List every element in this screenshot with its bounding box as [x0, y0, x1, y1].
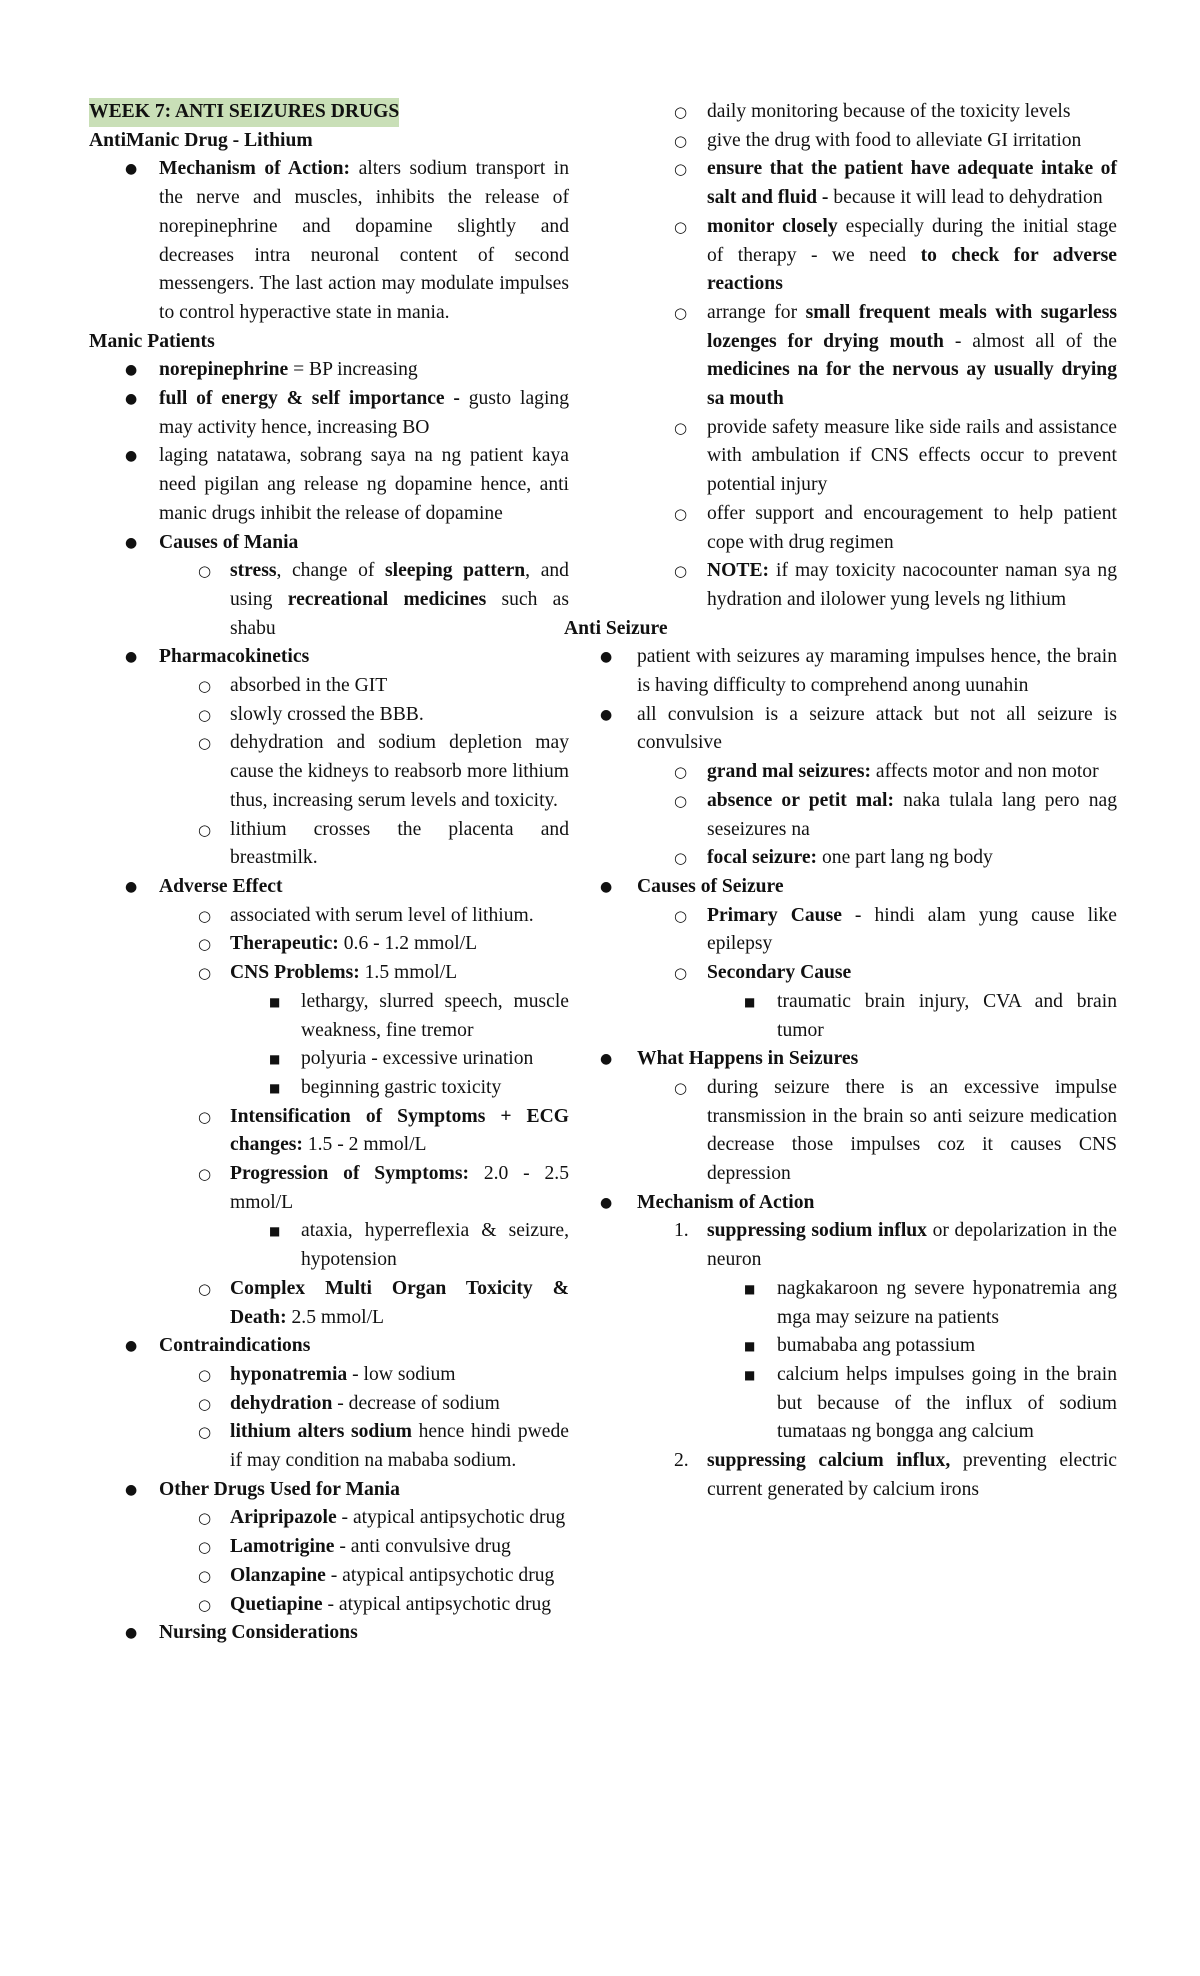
list-item: 1. suppressing sodium influx or depolarization in the neuron: [674, 1220, 1117, 1271]
moa-heading-list: [564, 1189, 1117, 1218]
list-item: ○ arrange for small frequent meals with sugarless lozenges for drying mouth - almost all of the medicines na for the nervous ay usually drying sa mouth: [674, 301, 1118, 410]
list-item: ○ Complex Multi Organ Toxicity & Death: 2.5 mmol/L: [198, 1277, 569, 1328]
list-item: ○ Intensification of Symptoms + ECG changes: 1.5 - 2 mmol/L: [198, 1105, 569, 1156]
progression-list: [89, 1217, 569, 1274]
list-item: ● laging natatawa, sobrang saya na ng patient kaya need pigilan ang release ng dopamine hence, anti manic drugs inhibit the release of dopamine: [125, 445, 569, 524]
list-item: ■ beginning gastric toxicity: [269, 1076, 502, 1098]
page-title: WEEK 7: ANTI SEIZURES DRUGS: [89, 98, 399, 127]
list-item: ○ during seizure there is an excessive impulse transmission in the brain so anti seizure medication decrease those impulses coz it causes CNS depression: [674, 1076, 1117, 1185]
cns-problems-list: [89, 988, 569, 1103]
list-item: ○ grand mal seizures: affects motor and non motor: [674, 761, 1099, 783]
contraindications-heading-list: [89, 1332, 569, 1361]
list-item: ○ monitor closely especially during the initial stage of therapy - we need to check for adverse reactions: [674, 215, 1117, 295]
list-item: ● Mechanism of Action: alters sodium transport in the nerve and muscles, inhibits the release of norepinephrine and dopamine slightly and decreases intra neuronal content of second messengers. The last action may modulate impulses to control hyperactive state in mania.: [89, 155, 569, 327]
moa-list: [564, 1217, 1117, 1274]
list-item: ■ calcium helps impulses going in the brain but because of the influx of sodium tumataas ng bongga ang calcium: [744, 1363, 1117, 1443]
list-item-causes-of-mania: ● Causes of Mania: [125, 531, 299, 553]
list-item: ○ dehydration - decrease of sodium: [198, 1392, 500, 1414]
list-item: ○ slowly crossed the BBB.: [198, 703, 424, 725]
adverse-effect-list-cont: [89, 1103, 569, 1218]
list-item: ○ Progression of Symptoms: 2.0 - 2.5 mmol/L: [198, 1163, 569, 1213]
list-item: ■ traumatic brain injury, CVA and brain tumor: [744, 990, 1117, 1041]
list-item-adverse-effect: ● Adverse Effect: [125, 875, 283, 897]
list-item: ● full of energy & self importance - gusto laging may activity hence, increasing BO: [125, 388, 569, 438]
adverse-effect-heading-list: [89, 873, 569, 902]
list-item-mechanism-of-action: ● Mechanism of Action: [600, 1191, 815, 1213]
list-item: ○ lithium alters sodium hence hindi pwede if may condition na mababa sodium.: [198, 1421, 569, 1472]
pharmacokinetics-list: [89, 672, 569, 873]
moa-list-2: [564, 1447, 1117, 1504]
list-item: ○ provide safety measure like side rails and assistance with ambulation if CNS effects occur to prevent potential injury: [674, 416, 1117, 496]
section-heading-manic-patients: Manic Patients: [89, 330, 215, 352]
list-item: ● norepinephrine = BP increasing: [125, 359, 418, 381]
list-item: ○ Quetiapine - atypical antipsychotic drug: [198, 1593, 552, 1615]
section-heading-anti-seizure: Anti Seizure: [564, 617, 668, 639]
list-item: ○ Therapeutic: 0.6 - 1.2 mmol/L: [198, 933, 478, 955]
list-item: ○ Secondary Cause: [674, 962, 852, 984]
list-item: ■ bumababa ang potassium: [744, 1335, 976, 1357]
list-item-what-happens: ● What Happens in Seizures: [600, 1048, 859, 1070]
list-item-nursing-considerations: ● Nursing Considerations: [125, 1622, 358, 1644]
list-item: ○ focal seizure: one part lang ng body: [674, 847, 993, 869]
list-item-pharmacokinetics: ● Pharmacokinetics: [125, 646, 310, 668]
nursing-considerations-heading-list: [89, 1619, 569, 1648]
other-drugs-heading-list: [89, 1476, 569, 1505]
section-heading-antimanic: AntiManic Drug - Lithium: [89, 129, 313, 151]
list-item: ○ daily monitoring because of the toxicity levels: [674, 101, 1071, 122]
list-item-causes-of-seizure: ● Causes of Seizure: [600, 875, 784, 897]
list-item: ○ associated with serum level of lithium.: [198, 904, 534, 926]
what-happens-heading-list: [564, 1045, 1117, 1074]
manic-patients-list: [89, 356, 569, 557]
list-item: ○ lithium crosses the placenta and breastmilk.: [198, 818, 569, 869]
list-item: ○ give the drug with food to alleviate GI irritation: [674, 129, 1082, 151]
list-item: ○ hyponatremia - low sodium: [198, 1363, 456, 1385]
list-item: ● patient with seizures ay maraming impulses hence, the brain is having difficulty to comprehend anong uunahin: [600, 646, 1117, 697]
what-happens-list: [564, 1074, 1117, 1189]
secondary-cause-list: [564, 988, 1117, 1045]
list-item: ○ NOTE: if may toxicity nacocounter naman sya ng hydration and ilolower yung levels ng lithium: [674, 560, 1117, 610]
list-item: ● all convulsion is a seizure attack but not all seizure is convulsive: [600, 703, 1117, 754]
list-item: ■ nagkakaroon ng severe hyponatremia ang mga may seizure na patients: [744, 1277, 1117, 1328]
causes-of-seizure-list: [564, 902, 1117, 988]
antimanic-list: [89, 155, 569, 327]
nursing-considerations-list: [637, 98, 1117, 615]
other-drugs-list: [89, 1504, 569, 1619]
list-item: ○ Primary Cause - hindi alam yung cause like epilepsy: [674, 904, 1117, 955]
list-item: ■ lethargy, slurred speech, muscle weakness, fine tremor: [269, 990, 569, 1041]
list-item-contraindications: ● Contraindications: [125, 1335, 311, 1357]
seizure-types-list: [564, 758, 1117, 873]
list-item: ○ absence or petit mal: naka tulala lang pero nag seseizures na: [674, 789, 1117, 840]
list-item: ■ ataxia, hyperreflexia & seizure, hypotension: [269, 1220, 569, 1271]
list-item: ○ dehydration and sodium depletion may cause the kidneys to reabsorb more lithium thus, increasing serum levels and toxicity.: [198, 732, 569, 811]
list-item: ○ absorbed in the GIT: [198, 675, 388, 697]
causes-of-mania-list: [89, 557, 569, 643]
list-item: ○ Lamotrigine - anti convulsive drug: [198, 1536, 511, 1558]
right-column: [564, 98, 1118, 1504]
contraindications-list: [89, 1361, 569, 1476]
bullet-marker: ●: [125, 161, 138, 178]
list-item: 2. suppressing calcium influx, preventing electric current generated by calcium irons: [674, 1450, 1117, 1500]
list-item-other-drugs: ● Other Drugs Used for Mania: [125, 1478, 400, 1500]
list-item: ○ ensure that the patient have adequate intake of salt and fluid - because it will lead to dehydration: [674, 158, 1117, 209]
moa-sub-list: [564, 1275, 1117, 1447]
pharmacokinetics-heading-list: [89, 643, 569, 672]
anti-seizure-list: [564, 643, 1117, 758]
list-item: ○ CNS Problems: 1.5 mmol/L: [198, 962, 458, 984]
left-column: [89, 98, 569, 1648]
adverse-effect-list: [89, 902, 569, 988]
list-item: ○ offer support and encouragement to help patient cope with drug regimen: [674, 502, 1117, 553]
adverse-effect-list-end: [89, 1275, 569, 1332]
list-item: ○ Aripripazole - atypical antipsychotic drug: [198, 1507, 566, 1529]
list-item: ■ polyuria - excessive urination: [269, 1048, 534, 1070]
list-item: ○ Olanzapine - atypical antipsychotic drug: [198, 1564, 555, 1586]
list-item: ○ stress, change of sleeping pattern, and using recreational medicines such as shabu: [198, 560, 569, 639]
causes-of-seizure-heading-list: [564, 873, 1117, 902]
